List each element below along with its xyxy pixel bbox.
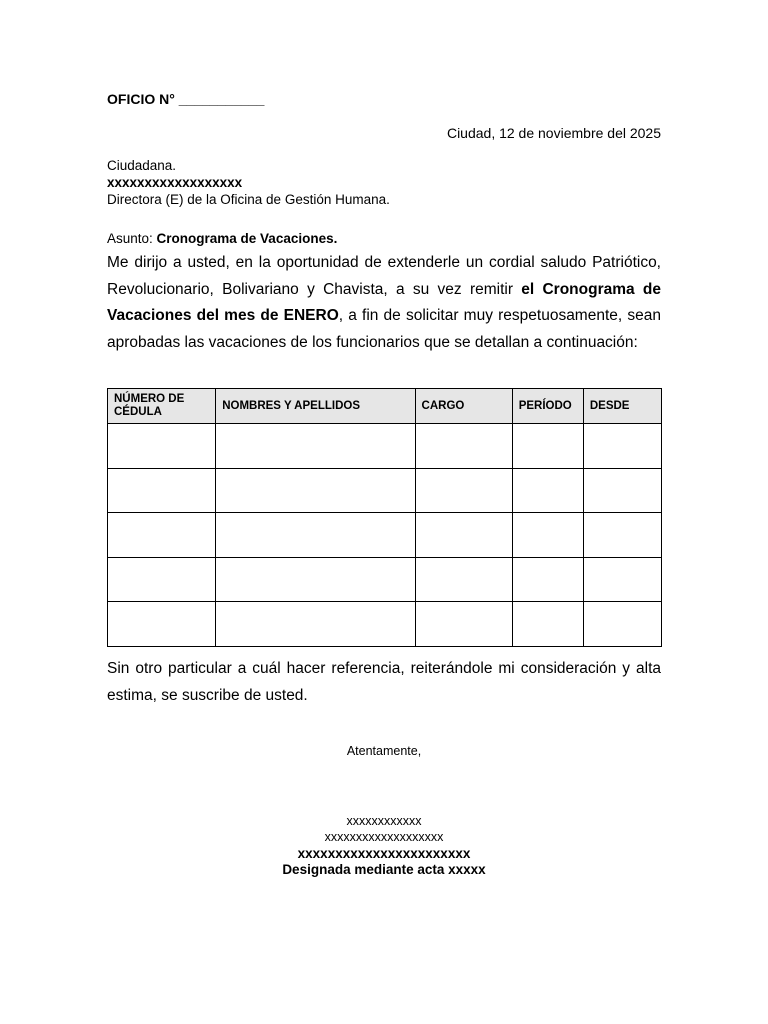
recipient-position: Directora (E) de la Oficina de Gestión Humana.: [107, 192, 390, 207]
intro-text-part2: , a fin de solicitar muy respetuosamente, sean aprobadas las vacaciones de los funcionarios que se detallan a continuación:: [107, 307, 661, 351]
table-cell: [512, 602, 583, 647]
table-cell: [512, 557, 583, 602]
oficio-number: OFICIO N° ___________: [107, 91, 265, 107]
signature-line-1: xxxxxxxxxxxx: [346, 814, 422, 828]
table-cell: [415, 602, 512, 647]
header-cargo: CARGO: [415, 389, 512, 424]
table-cell: [216, 424, 415, 469]
table-cell: [108, 468, 216, 513]
table-cell: [583, 557, 661, 602]
header-cedula: NÚMERO DE CÉDULA: [108, 389, 216, 424]
signature-line-2: xxxxxxxxxxxxxxxxxxx: [324, 830, 444, 844]
recipient-name: xxxxxxxxxxxxxxxxxx: [107, 175, 243, 190]
table-cell: [108, 602, 216, 647]
table-cell: [583, 602, 661, 647]
header-nombres: NOMBRES Y APELLIDOS: [216, 389, 415, 424]
recipient-block: [107, 157, 390, 208]
date-line: Ciudad, 12 de noviembre del 2025: [446, 125, 661, 141]
intro-text-bold: el Cronograma de Vacaciones del mes de ENERO: [107, 280, 661, 324]
signature-designation: Designada mediante acta xxxxx: [282, 862, 486, 877]
table-cell: [216, 513, 415, 558]
signature-line-3: xxxxxxxxxxxxxxxxxxxxxxx: [297, 846, 471, 861]
table-cell: [415, 424, 512, 469]
table-row: [108, 513, 662, 558]
subject-line: [107, 231, 337, 246]
table-cell: [415, 513, 512, 558]
table-cell: [216, 602, 415, 647]
closing-salutation: Atentamente,: [346, 744, 422, 758]
table-cell: [512, 513, 583, 558]
table-header-row: [108, 389, 662, 424]
body-paragraph-closing: Sin otro particular a cuál hacer referencia, reiterándole mi consideración y alta estima, se suscribe de usted.: [107, 660, 661, 704]
table-row: [108, 424, 662, 469]
subject-value: Cronograma de Vacaciones.: [156, 231, 338, 246]
table-cell: [216, 468, 415, 513]
table-cell: [512, 468, 583, 513]
table-row: [108, 557, 662, 602]
recipient-title: Ciudadana.: [107, 158, 177, 173]
vacation-schedule-table: [107, 388, 662, 647]
table-cell: [583, 513, 661, 558]
table-cell: [415, 557, 512, 602]
table-cell: [583, 468, 661, 513]
table-cell: [512, 424, 583, 469]
header-periodo: PERÍODO: [512, 389, 583, 424]
table-cell: [583, 424, 661, 469]
subject-label: Asunto:: [107, 231, 157, 246]
table-row: [108, 602, 662, 647]
table-cell: [108, 424, 216, 469]
table-cell: [216, 557, 415, 602]
body-paragraph-intro: [107, 250, 661, 356]
intro-text-part1: Me dirijo a usted, en la oportunidad de extenderle un cordial saludo Patriótico, Revolucionario, Bolivariano y Chavista, a su vez remitir: [107, 254, 661, 298]
header-desde: DESDE: [583, 389, 661, 424]
table-cell: [108, 513, 216, 558]
table-cell: [415, 468, 512, 513]
table-cell: [108, 557, 216, 602]
table-row: [108, 468, 662, 513]
